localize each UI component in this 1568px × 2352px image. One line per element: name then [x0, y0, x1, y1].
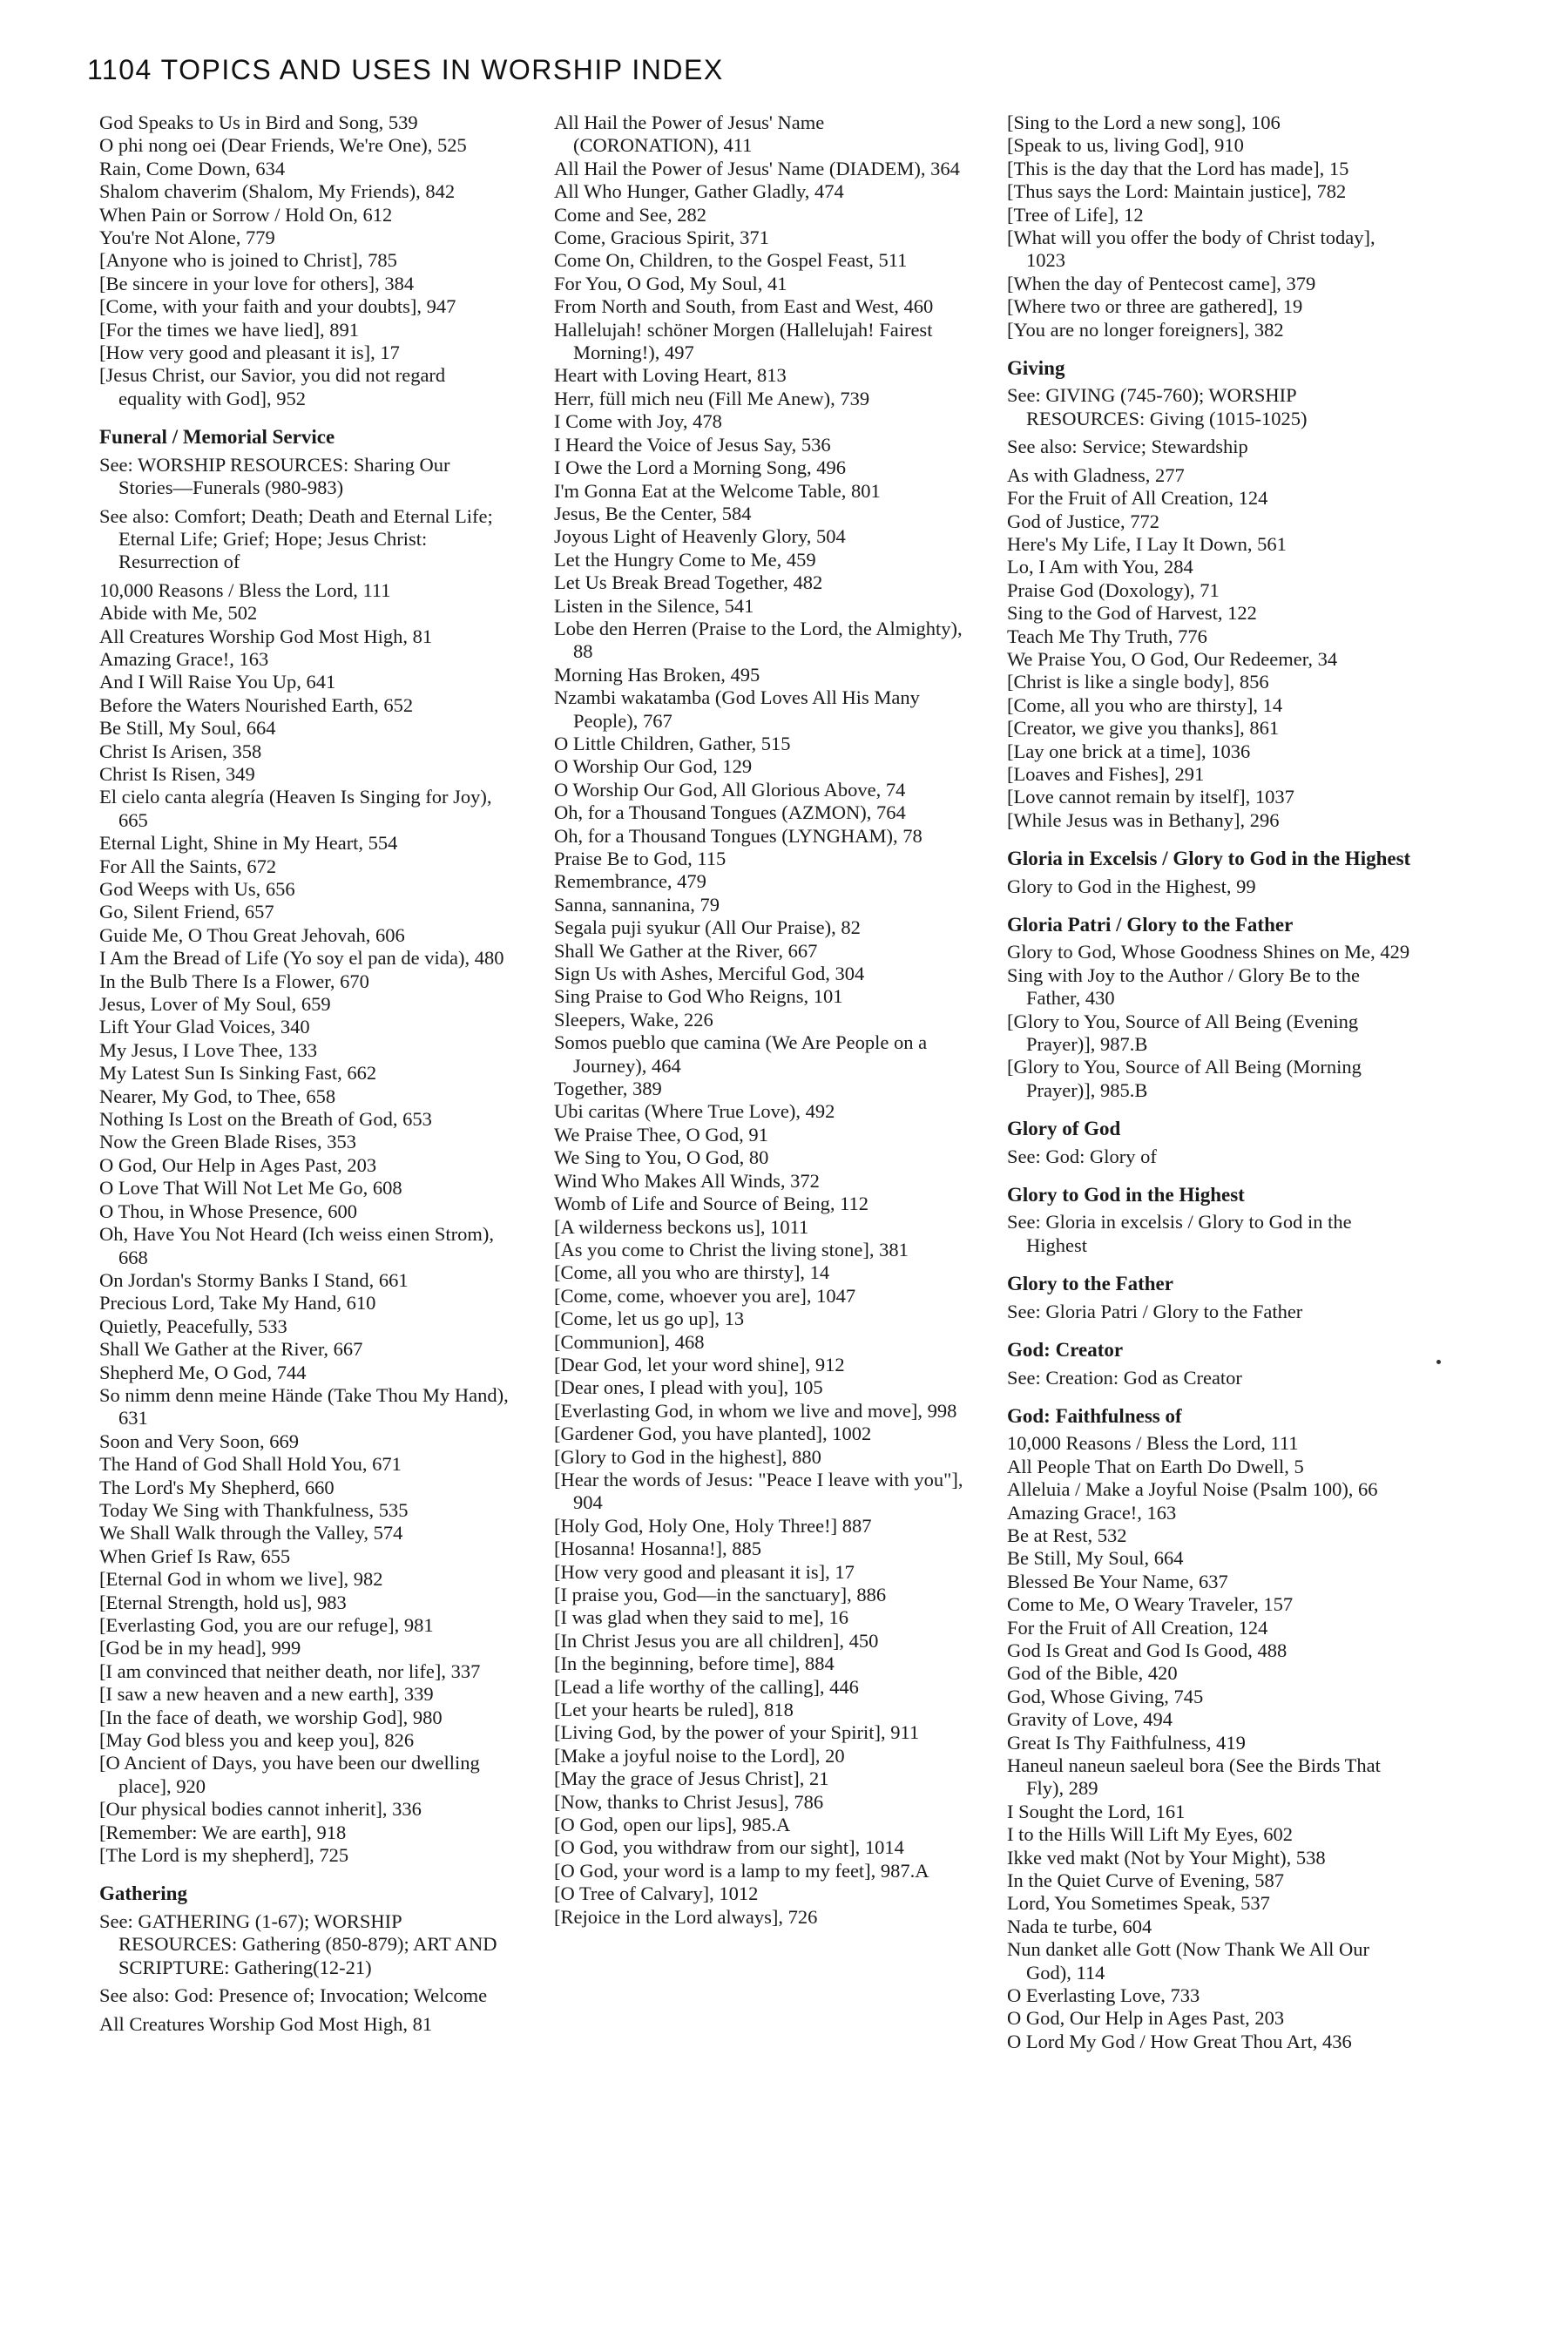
index-entry: Oh, Have You Not Heard (Ich weiss einen Strom), 668: [99, 1223, 495, 1268]
index-entry: From North and South, from East and West, 460: [554, 295, 934, 318]
index-entry: Now the Green Blade Rises, 353: [99, 1131, 356, 1153]
index-entry: [Thus says the Lord: Maintain justice], 782: [1007, 180, 1347, 203]
index-entry: All Who Hunger, Gather Gladly, 474: [554, 180, 844, 203]
index-entry: Morning Has Broken, 495: [554, 663, 760, 686]
cross-reference: See: Creation: God as Creator: [1007, 1366, 1242, 1389]
index-entry: For All the Saints, 672: [99, 855, 277, 877]
index-entry: Come and See, 282: [554, 203, 706, 226]
index-entry: [Hear the words of Jesus: "Peace I leave with you"], 904: [554, 1468, 963, 1514]
index-entry: Eternal Light, Shine in My Heart, 554: [99, 832, 398, 855]
index-entry: Listen in the Silence, 541: [554, 594, 754, 617]
index-entry: Shepherd Me, O God, 744: [99, 1361, 307, 1383]
index-entry: [What will you offer the body of Christ today], 1023: [1007, 226, 1375, 272]
index-entry: Before the Waters Nourished Earth, 652: [99, 693, 414, 716]
index-entry: O phi nong oei (Dear Friends, We're One), 525: [99, 134, 467, 157]
index-entry: And I Will Raise You Up, 641: [99, 671, 336, 693]
index-entry: Nothing Is Lost on the Breath of God, 653: [99, 1108, 432, 1131]
index-entry: Sing to the God of Harvest, 122: [1007, 602, 1257, 625]
index-entry: Amazing Grace!, 163: [99, 647, 269, 670]
topic-heading: Glory of God: [1007, 1118, 1121, 1140]
index-entry: Great Is Thy Faithfulness, 419: [1007, 1731, 1246, 1754]
index-entry: Gravity of Love, 494: [1007, 1708, 1173, 1731]
index-entry: [Glory to You, Source of All Being (Morning Prayer)], 985.B: [1007, 1056, 1362, 1101]
index-entry: [I saw a new heaven and a new earth], 339: [99, 1683, 434, 1706]
index-entry: Go, Silent Friend, 657: [99, 901, 274, 923]
index-entry: [Christ is like a single body], 856: [1007, 671, 1269, 693]
index-entry: Alleluia / Make a Joyful Noise (Psalm 100), 66: [1007, 1478, 1378, 1501]
index-entry: God of Justice, 772: [1007, 510, 1159, 532]
index-entry: Amazing Grace!, 163: [1007, 1501, 1177, 1524]
cross-reference: See: GIVING (745-760); WORSHIP RESOURCES: Giving (1015-1025): [1007, 384, 1308, 429]
index-entry: Shalom chaverim (Shalom, My Friends), 842: [99, 180, 456, 203]
index-entry: Haneul naneun saeleul bora (See the Birds That Fly), 289: [1007, 1754, 1381, 1800]
index-entry: Be Still, My Soul, 664: [99, 717, 276, 740]
index-entry: God Weeps with Us, 656: [99, 878, 295, 900]
index-entry: Segala puji syukur (All Our Praise), 82: [554, 916, 861, 939]
index-entry: I Come with Joy, 478: [554, 410, 722, 433]
stray-mark: [1436, 1360, 1441, 1364]
index-entry: Ubi caritas (Where True Love), 492: [554, 1100, 835, 1123]
index-entry: O Love That Will Not Let Me Go, 608: [99, 1177, 402, 1200]
index-entry: O Worship Our God, 129: [554, 755, 753, 778]
index-entry: Let the Hungry Come to Me, 459: [554, 548, 816, 571]
index-entry: Abide with Me, 502: [99, 602, 258, 625]
index-entry: [This is the day that the Lord has made], 15: [1007, 157, 1349, 179]
index-entry: God, Whose Giving, 745: [1007, 1685, 1204, 1707]
index-entry: Praise Be to God, 115: [554, 848, 727, 869]
index-entry: [Lay one brick at a time], 1036: [1007, 740, 1251, 762]
index-entry: [O God, you withdraw from our sight], 1014: [554, 1836, 904, 1859]
topic-heading: Glory to the Father: [1007, 1273, 1173, 1295]
index-entry: We Praise Thee, O God, 91: [554, 1123, 768, 1146]
index-entry: [Speak to us, living God], 910: [1007, 134, 1244, 157]
index-entry: When Grief Is Raw, 655: [99, 1544, 291, 1567]
index-entry: Glory to God in the Highest, 99: [1007, 875, 1256, 897]
index-entry: [God be in my head], 999: [99, 1637, 301, 1659]
index-entry: Ikke ved makt (Not by Your Might), 538: [1007, 1846, 1326, 1869]
index-entry: The Hand of God Shall Hold You, 671: [99, 1453, 402, 1476]
index-entry: On Jordan's Stormy Banks I Stand, 661: [99, 1268, 409, 1291]
index-entry: Sign Us with Ashes, Merciful God, 304: [554, 963, 865, 985]
index-entry: I Am the Bread of Life (Yo soy el pan de vida), 480: [99, 947, 504, 970]
index-entry: [O Tree of Calvary], 1012: [554, 1882, 759, 1905]
topic-heading: God: Creator: [1007, 1339, 1124, 1362]
index-entry: [Make a joyful noise to the Lord], 20: [554, 1744, 845, 1767]
index-entry: [O God, your word is a lamp to my feet], 987.A: [554, 1859, 929, 1882]
index-entry: Here's My Life, I Lay It Down, 561: [1007, 532, 1287, 555]
index-entry: [Creator, we give you thanks], 861: [1007, 717, 1280, 740]
cross-reference: See: Gloria in excelsis / Glory to God in the Highest: [1007, 1211, 1352, 1256]
index-entry: I to the Hills Will Lift My Eyes, 602: [1007, 1823, 1294, 1846]
index-entry: O Thou, in Whose Presence, 600: [99, 1200, 357, 1222]
index-entry: [Glory to You, Source of All Being (Evening Prayer)], 987.B: [1007, 1010, 1359, 1056]
index-entry: Nzambi wakatamba (God Loves All His Many People), 767: [554, 686, 920, 732]
index-entry: All Creatures Worship God Most High, 81: [99, 2012, 433, 2035]
index-entry: [For the times we have lied], 891: [99, 318, 360, 341]
index-entry: [As you come to Christ the living stone], 381: [554, 1238, 909, 1260]
index-entry: [Loaves and Fishes], 291: [1007, 762, 1205, 785]
index-entry: We Shall Walk through the Valley, 574: [99, 1522, 403, 1544]
index-entry: God Speaks to Us in Bird and Song, 539: [99, 112, 418, 133]
index-entry: For the Fruit of All Creation, 124: [1007, 487, 1268, 510]
index-entry: Together, 389: [554, 1078, 662, 1100]
index-entry: Shall We Gather at the River, 667: [99, 1338, 363, 1361]
index-entry: When Pain or Sorrow / Hold On, 612: [99, 203, 393, 226]
index-entry: Somos pueblo que camina (We Are People on a Journey), 464: [554, 1031, 928, 1077]
cross-reference: See: GATHERING (1-67); WORSHIP RESOURCES: Gathering (850-879); ART AND SCRIPTURE: Gathering(12-21): [99, 1909, 497, 1978]
index-entry: [Be sincere in your love for others], 384: [99, 272, 415, 294]
topic-heading: Gloria Patri / Glory to the Father: [1007, 914, 1294, 936]
index-entry: [Come, all you who are thirsty], 14: [554, 1261, 830, 1284]
index-entry: Let Us Break Bread Together, 482: [554, 571, 823, 594]
index-entry: Christ Is Arisen, 358: [99, 740, 262, 762]
index-entry: O God, Our Help in Ages Past, 203: [1007, 2007, 1285, 2030]
index-entry: [Sing to the Lord a new song], 106: [1007, 112, 1281, 133]
index-entry: Nada te turbe, 604: [1007, 1915, 1152, 1937]
index-entry: [Jesus Christ, our Savior, you did not regard equality with God], 952: [99, 364, 446, 409]
index-entry: 10,000 Reasons / Bless the Lord, 111: [1007, 1432, 1299, 1455]
topic-heading: Gloria in Excelsis / Glory to God in the Highest: [1007, 848, 1411, 870]
index-entry: Remembrance, 479: [554, 870, 706, 893]
index-entry: [Communion], 468: [554, 1330, 705, 1353]
index-entry: [Love cannot remain by itself], 1037: [1007, 786, 1294, 808]
index-entry: O God, Our Help in Ages Past, 203: [99, 1153, 377, 1176]
index-entry: Hallelujah! schöner Morgen (Hallelujah! Fairest Morning!), 497: [554, 318, 933, 364]
index-entry: Teach Me Thy Truth, 776: [1007, 625, 1207, 647]
index-entry: Soon and Very Soon, 669: [99, 1429, 299, 1452]
topic-heading: Glory to God in the Highest: [1007, 1184, 1245, 1206]
index-entry: Guide Me, O Thou Great Jehovah, 606: [99, 923, 405, 946]
index-entry: As with Gladness, 277: [1007, 463, 1185, 486]
index-entry: In the Bulb There Is a Flower, 670: [99, 970, 369, 992]
index-entry: [In Christ Jesus you are all children], 450: [554, 1629, 879, 1652]
index-entry: Sing with Joy to the Author / Glory Be to the Father, 430: [1007, 963, 1360, 1010]
index-entry: [While Jesus was in Bethany], 296: [1007, 808, 1280, 831]
index-entry: Nearer, My God, to Thee, 658: [99, 1085, 336, 1107]
index-entry: [The Lord is my shepherd], 725: [99, 1844, 349, 1867]
index-entry: [O Ancient of Days, you have been our dwelling place], 920: [99, 1752, 480, 1797]
index-entry: All People That on Earth Do Dwell, 5: [1007, 1455, 1304, 1477]
index-entry: I Heard the Voice of Jesus Say, 536: [554, 433, 831, 456]
running-head: 1104 TOPICS AND USES IN WORSHIP INDEX: [87, 54, 724, 85]
index-entry: O Worship Our God, All Glorious Above, 74: [554, 778, 906, 801]
index-entry: All Hail the Power of Jesus' Name (DIADEM), 364: [554, 157, 960, 179]
cross-reference: See also: Comfort; Death; Death and Eternal Life; Eternal Life; Grief; Hope; Jesus Christ: Resurrection of: [99, 504, 493, 573]
index-entry: For You, O God, My Soul, 41: [554, 272, 787, 294]
index-entry: Sanna, sannanina, 79: [554, 893, 720, 916]
index-entry: [O God, open our lips], 985.A: [554, 1814, 791, 1836]
index-entry: God Is Great and God Is Good, 488: [1007, 1639, 1288, 1661]
index-entry: [Glory to God in the highest], 880: [554, 1445, 821, 1468]
index-entry: [Everlasting God, you are our refuge], 981: [99, 1614, 434, 1636]
index-entry: [When the day of Pentecost came], 379: [1007, 272, 1316, 294]
index-entry: Blessed Be Your Name, 637: [1007, 1570, 1228, 1592]
index-entry: In the Quiet Curve of Evening, 587: [1007, 1869, 1285, 1892]
index-entry: [Gardener God, you have planted], 1002: [554, 1423, 872, 1445]
index-entry: [May the grace of Jesus Christ], 21: [554, 1767, 829, 1790]
cross-reference: See also: God: Presence of; Invocation; Welcome: [99, 1984, 488, 2007]
index-entry: [Tree of Life], 12: [1007, 203, 1144, 226]
index-entry: [Lead a life worthy of the calling], 446: [554, 1675, 859, 1698]
index-entry: Come to Me, O Weary Traveler, 157: [1007, 1593, 1294, 1616]
index-entry: 10,000 Reasons / Bless the Lord, 111: [99, 578, 391, 601]
index-entry: Today We Sing with Thankfulness, 535: [99, 1498, 409, 1521]
index-entry: God of the Bible, 420: [1007, 1662, 1178, 1685]
index-entry: [Where two or three are gathered], 19: [1007, 295, 1303, 318]
index-entry: Glory to God, Whose Goodness Shines on Me, 429: [1007, 941, 1410, 963]
index-entry: Lift Your Glad Voices, 340: [99, 1016, 310, 1038]
cross-reference: See also: Service; Stewardship: [1007, 436, 1248, 458]
index-entry: El cielo canta alegría (Heaven Is Singing for Joy), 665: [99, 786, 492, 831]
index-entry: [Remember: We are earth], 918: [99, 1821, 347, 1843]
index-column-2: [554, 112, 963, 1929]
index-entry: Shall We Gather at the River, 667: [554, 939, 818, 962]
index-entry: [I praise you, God—in the sanctuary], 886: [554, 1584, 887, 1605]
index-entry: Sing Praise to God Who Reigns, 101: [554, 985, 843, 1008]
index-entry: Christ Is Risen, 349: [99, 762, 255, 785]
index-entry: [Now, thanks to Christ Jesus], 786: [554, 1790, 824, 1813]
index-entry: Quietly, Peacefully, 533: [99, 1315, 287, 1337]
index-entry: [Dear ones, I plead with you], 105: [554, 1376, 823, 1399]
index-entry: Be Still, My Soul, 664: [1007, 1547, 1184, 1570]
index-entry: [Anyone who is joined to Christ], 785: [99, 249, 397, 272]
index-entry: [In the beginning, before time], 884: [554, 1652, 835, 1675]
index-entry: Wind Who Makes All Winds, 372: [554, 1169, 820, 1192]
index-entry: [Living God, by the power of your Spirit], 911: [554, 1721, 920, 1744]
index-entry: I Sought the Lord, 161: [1007, 1800, 1186, 1822]
index-entry: O Everlasting Love, 733: [1007, 1984, 1200, 2007]
index-entry: Praise God (Doxology), 71: [1007, 578, 1220, 601]
index-entry: Womb of Life and Source of Being, 112: [554, 1193, 869, 1215]
index-entry: I Owe the Lord a Morning Song, 496: [554, 456, 846, 479]
index-entry: [May God bless you and keep you], 826: [99, 1729, 415, 1752]
index-entry: My Latest Sun Is Sinking Fast, 662: [99, 1062, 377, 1085]
index-entry: [Come, all you who are thirsty], 14: [1007, 693, 1283, 716]
index-entry: Sleepers, Wake, 226: [554, 1008, 713, 1031]
index-entry: The Lord's My Shepherd, 660: [99, 1476, 335, 1498]
index-entry: Lo, I Am with You, 284: [1007, 556, 1193, 578]
topic-heading: Funeral / Memorial Service: [99, 426, 335, 449]
topic-heading: Giving: [1007, 357, 1065, 380]
index-entry: Precious Lord, Take My Hand, 610: [99, 1292, 376, 1315]
cross-reference: See: WORSHIP RESOURCES: Sharing Our Stories—Funerals (980-983): [99, 453, 450, 499]
index-entry: [Come, let us go up], 13: [554, 1308, 745, 1330]
index-column-1: [99, 112, 509, 2036]
index-entry: [Everlasting God, in whom we live and move], 998: [554, 1399, 957, 1422]
index-entry: Jesus, Be the Center, 584: [554, 502, 752, 524]
index-entry: Be at Rest, 532: [1007, 1524, 1127, 1546]
index-entry: [You are no longer foreigners], 382: [1007, 318, 1284, 341]
index-entry: Oh, for a Thousand Tongues (LYNGHAM), 78: [554, 824, 923, 847]
index-entry: [How very good and pleasant it is], 17: [554, 1560, 855, 1583]
index-entry: Nun danket alle Gott (Now Thank We All Our God), 114: [1007, 1938, 1370, 1984]
index-entry: [A wilderness beckons us], 1011: [554, 1215, 809, 1238]
index-entry: Heart with Loving Heart, 813: [554, 364, 787, 387]
index-entry: [Eternal Strength, hold us], 983: [99, 1591, 347, 1613]
index-entry: [Hosanna! Hosanna!], 885: [554, 1538, 762, 1560]
index-entry: Oh, for a Thousand Tongues (AZMON), 764: [554, 801, 906, 824]
index-entry: [Our physical bodies cannot inherit], 336: [99, 1798, 422, 1821]
topic-heading: God: Faithfulness of: [1007, 1404, 1182, 1427]
index-entry: Joyous Light of Heavenly Glory, 504: [554, 525, 846, 548]
index-entry: Lord, You Sometimes Speak, 537: [1007, 1892, 1270, 1915]
index-entry: [Holy God, Holy One, Holy Three!] 887: [554, 1514, 872, 1537]
index-entry: Herr, füll mich neu (Fill Me Anew), 739: [554, 387, 870, 409]
index-entry: All Hail the Power of Jesus' Name (CORONATION), 411: [554, 112, 825, 157]
index-entry: My Jesus, I Love Thee, 133: [99, 1038, 318, 1061]
index-entry: You're Not Alone, 779: [99, 226, 275, 249]
index-entry: For the Fruit of All Creation, 124: [1007, 1616, 1268, 1639]
index-entry: Lobe den Herren (Praise to the Lord, the Almighty), 88: [554, 617, 963, 663]
index-entry: We Sing to You, O God, 80: [554, 1146, 769, 1169]
index-entry: [In the face of death, we worship God], 980: [99, 1706, 443, 1728]
index-column-3: [1007, 112, 1416, 2053]
index-entry: [I am convinced that neither death, nor life], 337: [99, 1659, 481, 1682]
index-entry: I'm Gonna Eat at the Welcome Table, 801: [554, 479, 881, 502]
topic-heading: Gathering: [99, 1882, 187, 1905]
index-entry: So nimm denn meine Hände (Take Thou My Hand), 631: [99, 1383, 509, 1429]
index-entry: [I was glad when they said to me], 16: [554, 1606, 849, 1629]
cross-reference: See: Gloria Patri / Glory to the Father: [1007, 1300, 1303, 1322]
index-entry: Come, Gracious Spirit, 371: [554, 226, 769, 249]
index-entry: [How very good and pleasant it is], 17: [99, 341, 400, 364]
index-entry: [Come, with your faith and your doubts], 947: [99, 295, 456, 318]
cross-reference: See: God: Glory of: [1007, 1145, 1157, 1167]
index-entry: All Creatures Worship God Most High, 81: [99, 625, 433, 647]
index-entry: [Let your hearts be ruled], 818: [554, 1699, 794, 1721]
index-entry: We Praise You, O God, Our Redeemer, 34: [1007, 647, 1338, 670]
index-entry: Jesus, Lover of My Soul, 659: [99, 993, 331, 1016]
index-entry: O Lord My God / How Great Thou Art, 436: [1007, 2030, 1352, 2052]
index-entry: Rain, Come Down, 634: [99, 157, 286, 179]
index-entry: Come On, Children, to the Gospel Feast, 511: [554, 249, 908, 272]
index-entry: [Rejoice in the Lord always], 726: [554, 1905, 818, 1928]
index-entry: O Little Children, Gather, 515: [554, 732, 791, 754]
index-entry: [Come, come, whoever you are], 1047: [554, 1284, 856, 1307]
index-entry: [Dear God, let your word shine], 912: [554, 1353, 845, 1375]
index-entry: [Eternal God in whom we live], 982: [99, 1568, 383, 1591]
